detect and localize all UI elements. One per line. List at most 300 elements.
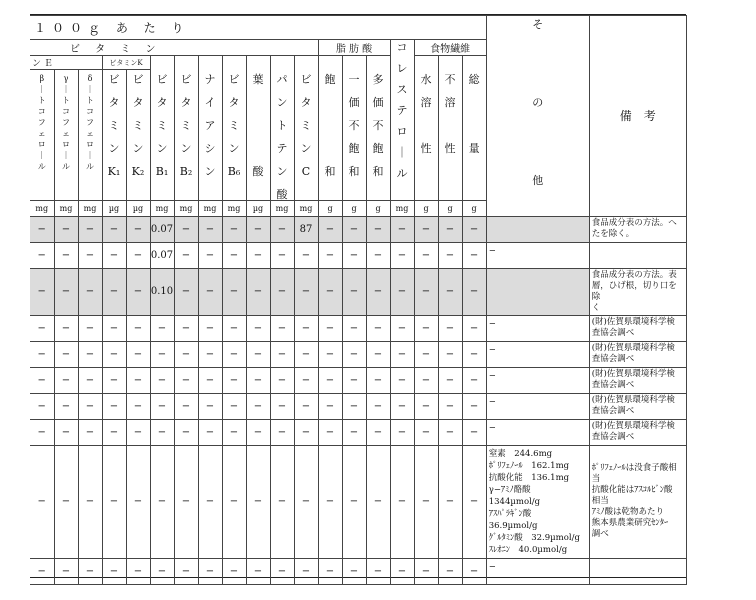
- value-cell: −: [414, 268, 438, 315]
- column-header-char: [472, 97, 476, 108]
- remarks-cell: [589, 268, 686, 315]
- value-cell: −: [174, 393, 198, 419]
- column-header-char: ｜: [62, 151, 70, 160]
- other-line: 窒素 244.6mg: [488, 448, 553, 459]
- remarks-cell: [589, 315, 686, 341]
- column-header-4: [126, 70, 150, 201]
- column-header-char: ン: [300, 141, 312, 155]
- unit-cell: g: [318, 200, 342, 216]
- unit-cell: mg: [174, 200, 198, 216]
- value-cell: −: [438, 315, 462, 341]
- value-cell: −: [342, 419, 366, 445]
- value-cell: −: [246, 558, 270, 584]
- column-header-8: [222, 70, 246, 201]
- table-row: [30, 341, 686, 367]
- value-cell: −: [54, 367, 78, 393]
- value-cell: −: [366, 419, 390, 445]
- unit-cell: mg: [30, 200, 54, 216]
- column-header-char: 価: [372, 95, 384, 109]
- other-cell: −: [486, 367, 589, 393]
- other-cell: −: [486, 419, 589, 445]
- column-header-char: 溶: [420, 95, 432, 109]
- value-cell: −: [78, 268, 102, 315]
- value-cell: −: [30, 393, 54, 419]
- value-cell: −: [54, 419, 78, 445]
- value-cell: −: [54, 445, 78, 558]
- value-cell: −: [150, 393, 174, 419]
- value-cell: −: [390, 419, 414, 445]
- table-row: [30, 315, 686, 341]
- column-header-char: テ: [276, 141, 288, 155]
- value-cell: −: [222, 419, 246, 445]
- value-cell: −: [342, 216, 366, 242]
- value-cell: −: [294, 315, 318, 341]
- column-header-16: [414, 70, 438, 201]
- value-cell: −: [30, 268, 54, 315]
- column-header-char: ビ: [180, 72, 192, 86]
- remarks-line: 査協会調べ: [591, 406, 635, 416]
- value-cell: −: [102, 445, 126, 558]
- header-spacer: [246, 56, 270, 70]
- value-cell: −: [174, 558, 198, 584]
- value-cell: −: [102, 216, 126, 242]
- value-cell: −: [30, 367, 54, 393]
- remarks-line: (財)佐賀県環境科学検: [591, 395, 675, 405]
- column-header-char: C: [301, 164, 311, 178]
- value-cell: −: [318, 445, 342, 558]
- value-cell: −: [198, 393, 222, 419]
- value-cell: −: [126, 341, 150, 367]
- value-cell: −: [390, 268, 414, 315]
- column-header-char: 多: [372, 72, 384, 86]
- cholesterol-char: レ: [396, 62, 408, 75]
- remarks-line: 査協会調べ: [591, 328, 635, 338]
- column-header-char: 和: [348, 164, 360, 178]
- value-cell: −: [126, 315, 150, 341]
- other-line: ﾎﾟﾘﾌｪﾉｰﾙ 162.1mg: [488, 460, 570, 471]
- column-header-13: [342, 70, 366, 201]
- header-spacer: [198, 56, 222, 70]
- value-cell: −: [438, 558, 462, 584]
- value-cell: −: [270, 242, 294, 268]
- column-header-char: 量: [468, 141, 480, 155]
- other-cell: −: [486, 393, 589, 419]
- column-header-7: [198, 70, 222, 201]
- value-cell: −: [318, 315, 342, 341]
- remarks-cell: [589, 419, 686, 445]
- value-cell: 87: [294, 216, 318, 242]
- value-cell: −: [150, 558, 174, 584]
- remarks-line: 査協会調べ: [591, 432, 635, 442]
- value-cell: −: [246, 315, 270, 341]
- cholesterol-char: テ: [396, 104, 408, 117]
- value-cell: −: [438, 393, 462, 419]
- remarks-line: 食品成分表の方法。へ: [591, 218, 677, 228]
- value-cell: −: [246, 419, 270, 445]
- value-cell: −: [318, 341, 342, 367]
- other-line: 1344µmol/g: [488, 496, 541, 507]
- column-header-char: 飽: [372, 141, 384, 155]
- column-header-char: [256, 120, 260, 131]
- value-cell: −: [318, 367, 342, 393]
- column-header-char: イ: [204, 95, 216, 109]
- remarks-line: く: [591, 302, 601, 313]
- column-header-char: K₂: [131, 165, 145, 178]
- value-cell: −: [342, 393, 366, 419]
- header-spacer: [294, 56, 318, 70]
- column-header-char: B₂: [179, 164, 193, 178]
- table-row: [30, 419, 686, 445]
- value-cell: −: [342, 445, 366, 558]
- column-header-char: ナ: [204, 72, 216, 86]
- value-cell: −: [54, 216, 78, 242]
- remarks-line: たを除く。: [591, 229, 635, 239]
- unit-cell: g: [438, 200, 462, 216]
- value-cell: −: [438, 268, 462, 315]
- other-cell: −: [486, 558, 589, 584]
- column-header-char: タ: [108, 96, 120, 109]
- value-cell: −: [198, 419, 222, 445]
- value-cell: −: [174, 268, 198, 315]
- value-cell: −: [366, 367, 390, 393]
- other-header-mid: の: [532, 96, 544, 109]
- column-header-char: タ: [156, 95, 168, 109]
- value-cell: −: [222, 393, 246, 419]
- value-cell: −: [78, 419, 102, 445]
- nutrition-table-frame: [30, 14, 686, 578]
- column-header-char: ミ: [228, 118, 240, 132]
- header-spacer: [342, 56, 366, 70]
- column-header-char: パ: [276, 72, 288, 86]
- remarks-line: (財)佐賀県環境科学検: [591, 421, 675, 431]
- column-header-char: ェ: [37, 129, 46, 138]
- column-header-char: ビ: [156, 72, 168, 86]
- header-spacer: [462, 56, 486, 70]
- column-header-0: [30, 70, 54, 201]
- column-header-char: [472, 120, 476, 131]
- value-cell: −: [54, 393, 78, 419]
- header-spacer: [150, 56, 174, 70]
- unit-cell: mg: [54, 200, 78, 216]
- value-cell: −: [270, 558, 294, 584]
- other-line: 抗酸化能 136.1mg: [488, 472, 570, 483]
- value-cell: −: [462, 419, 486, 445]
- value-cell: −: [414, 216, 438, 242]
- value-cell: −: [126, 558, 150, 584]
- column-header-char: タ: [180, 95, 192, 109]
- value-cell: −: [462, 445, 486, 558]
- value-cell: −: [150, 367, 174, 393]
- value-cell: −: [294, 268, 318, 315]
- value-cell: −: [222, 315, 246, 341]
- column-header-char: ト: [62, 96, 70, 105]
- value-cell: −: [414, 242, 438, 268]
- column-header-char: 性: [420, 141, 432, 155]
- value-cell: −: [438, 242, 462, 268]
- value-cell: −: [246, 393, 270, 419]
- other-cell: −: [486, 315, 589, 341]
- value-cell: −: [414, 341, 438, 367]
- value-cell: −: [462, 315, 486, 341]
- value-cell: −: [390, 242, 414, 268]
- column-header-char: タ: [228, 95, 240, 109]
- value-cell: −: [366, 242, 390, 268]
- value-cell: −: [294, 393, 318, 419]
- column-header-char: ン: [180, 141, 192, 155]
- value-cell: −: [390, 393, 414, 419]
- value-cell: −: [390, 445, 414, 558]
- value-cell: −: [198, 216, 222, 242]
- column-header-char: ミ: [132, 119, 144, 132]
- other-line: ｽﾚｵﾆﾝ 40.0µmol/g: [488, 544, 568, 555]
- column-header-char: [256, 143, 260, 154]
- remarks-line: 当: [591, 474, 601, 484]
- other-header-top: そ: [532, 18, 544, 31]
- value-cell: −: [222, 445, 246, 558]
- value-cell: −: [342, 558, 366, 584]
- column-header-char: B₁: [155, 164, 169, 178]
- unit-cell: g: [342, 200, 366, 216]
- value-cell: −: [294, 558, 318, 584]
- column-header-char: ン: [276, 164, 288, 178]
- value-cell: −: [462, 558, 486, 584]
- other-cell: [486, 216, 589, 242]
- value-cell: −: [126, 268, 150, 315]
- value-cell: −: [198, 445, 222, 558]
- value-cell: −: [294, 341, 318, 367]
- value-cell: −: [462, 268, 486, 315]
- column-header-char: 性: [444, 141, 456, 155]
- column-header-char: ｜: [37, 151, 46, 160]
- column-header-char: 溶: [444, 95, 456, 109]
- remarks-cell: [589, 341, 686, 367]
- value-cell: −: [246, 242, 270, 268]
- value-cell: −: [318, 419, 342, 445]
- remarks-line: 調べ: [591, 529, 609, 539]
- value-cell: −: [54, 242, 78, 268]
- remarks-line: ﾎﾟﾘﾌｪﾉｰﾙは没食子酸相: [591, 463, 677, 473]
- column-header-char: 水: [420, 72, 432, 86]
- column-header-char: コ: [86, 107, 94, 116]
- fiber-header: 食物繊維: [414, 40, 486, 56]
- column-header-char: 飽: [324, 72, 336, 86]
- value-cell: −: [150, 419, 174, 445]
- remarks-line: 熊本県農業研究ｾﾝﾀｰ: [591, 518, 669, 528]
- column-header-char: ミ: [108, 119, 120, 132]
- column-header-char: ｜: [62, 85, 70, 94]
- value-cell: −: [318, 268, 342, 315]
- value-cell: −: [342, 268, 366, 315]
- value-cell: −: [78, 445, 102, 558]
- column-header-char: β: [39, 74, 45, 83]
- column-header-char: ビ: [300, 72, 312, 86]
- value-cell: −: [198, 315, 222, 341]
- value-cell: −: [174, 341, 198, 367]
- column-header-char: 飽: [348, 141, 360, 155]
- value-cell: −: [30, 216, 54, 242]
- value-cell: −: [462, 341, 486, 367]
- column-header-char: 和: [324, 164, 336, 178]
- value-cell: −: [390, 315, 414, 341]
- other-line: γ−ｱﾐﾉ酪酸: [488, 484, 531, 495]
- column-header-char: ン: [132, 142, 144, 155]
- table-row: [30, 558, 686, 584]
- value-cell: −: [390, 216, 414, 242]
- value-cell: −: [54, 315, 78, 341]
- column-header-char: ン: [204, 164, 216, 178]
- column-header-10: [270, 70, 294, 201]
- column-header-char: 酸: [276, 187, 288, 200]
- remarks-line: 層，ひげ根，切り口を除: [591, 280, 677, 302]
- value-cell: −: [78, 315, 102, 341]
- value-cell: −: [78, 393, 102, 419]
- column-header-char: ル: [37, 162, 46, 171]
- remarks-line: ｱﾐﾉ酸は乾物あたり: [591, 507, 664, 517]
- value-cell: −: [198, 341, 222, 367]
- value-cell: −: [54, 268, 78, 315]
- column-header-18: [462, 70, 486, 201]
- value-cell: −: [102, 268, 126, 315]
- value-cell: −: [78, 341, 102, 367]
- value-cell: −: [366, 315, 390, 341]
- column-header-char: B₆: [227, 164, 241, 178]
- column-header-char: δ: [87, 74, 93, 83]
- other-cell: [486, 268, 589, 315]
- header-spacer: [222, 56, 246, 70]
- remarks-cell: [589, 393, 686, 419]
- column-header-char: ｜: [37, 85, 46, 94]
- value-cell: −: [126, 367, 150, 393]
- column-header-char: [328, 143, 332, 154]
- value-cell: −: [78, 558, 102, 584]
- value-cell: −: [222, 268, 246, 315]
- value-cell: −: [270, 445, 294, 558]
- value-cell: −: [126, 445, 150, 558]
- column-header-char: ア: [204, 118, 216, 132]
- value-cell: −: [462, 216, 486, 242]
- cholesterol-char: ス: [396, 83, 408, 96]
- value-cell: −: [270, 419, 294, 445]
- value-cell: −: [462, 367, 486, 393]
- value-cell: −: [438, 445, 462, 558]
- column-header-char: 不: [444, 72, 456, 86]
- column-header-1: [54, 70, 78, 201]
- value-cell: −: [54, 558, 78, 584]
- column-header-17: [438, 70, 462, 201]
- column-header-char: [448, 120, 452, 131]
- column-header-9: [246, 70, 270, 201]
- fatty-acid-header: 脂 肪 酸: [318, 40, 390, 56]
- column-header-char: 和: [372, 164, 384, 178]
- value-cell: −: [198, 558, 222, 584]
- value-cell: −: [102, 367, 126, 393]
- value-cell: −: [174, 419, 198, 445]
- table-row: [30, 268, 686, 315]
- value-cell: −: [318, 242, 342, 268]
- remarks-cell: [589, 558, 686, 584]
- unit-cell: mg: [270, 200, 294, 216]
- value-cell: −: [78, 216, 102, 242]
- unit-cell: g: [414, 200, 438, 216]
- column-header-11: [294, 70, 318, 201]
- value-cell: −: [246, 216, 270, 242]
- column-header-3: [102, 70, 126, 201]
- vitamin-group-header: ビ タ ミ ン: [30, 40, 318, 56]
- column-header-char: コ: [37, 107, 46, 116]
- value-cell: −: [30, 445, 54, 558]
- unit-cell: µg: [246, 200, 270, 216]
- column-header-char: 価: [348, 95, 360, 109]
- value-cell: −: [270, 315, 294, 341]
- value-cell: −: [270, 341, 294, 367]
- unit-cell: mg: [198, 200, 222, 216]
- value-cell: −: [318, 216, 342, 242]
- column-header-char: ン: [228, 141, 240, 155]
- column-header-char: 総: [468, 72, 480, 86]
- value-cell: −: [174, 445, 198, 558]
- value-cell: −: [174, 242, 198, 268]
- other-line: ｱｽﾊﾟﾗｷﾞﾝ酸: [488, 508, 532, 519]
- cholesterol-char: ル: [396, 167, 408, 180]
- column-header-2: [78, 70, 102, 201]
- value-cell: −: [126, 216, 150, 242]
- column-header-char: ト: [276, 118, 288, 132]
- value-cell: −: [102, 558, 126, 584]
- value-cell: −: [270, 268, 294, 315]
- value-cell: −: [366, 216, 390, 242]
- value-cell: −: [126, 242, 150, 268]
- cholesterol-char: ｜: [396, 146, 408, 159]
- column-header-char: [424, 120, 428, 131]
- value-cell: −: [414, 419, 438, 445]
- unit-cell: mg: [294, 200, 318, 216]
- remarks-line: 抗酸化能はｱｽｺﾙﾋﾞﾝ酸: [591, 485, 673, 495]
- column-header-char: ェ: [86, 129, 94, 138]
- value-cell: −: [222, 558, 246, 584]
- value-cell: −: [174, 367, 198, 393]
- column-header-char: フ: [37, 118, 46, 127]
- value-cell: −: [30, 419, 54, 445]
- header-spacer: [270, 56, 294, 70]
- per-100g-label: １００ｇ あ た り: [30, 16, 486, 40]
- unit-cell: µg: [126, 200, 150, 216]
- remarks-cell: [589, 367, 686, 393]
- table-row: [30, 216, 686, 242]
- value-cell: −: [102, 242, 126, 268]
- value-cell: −: [342, 315, 366, 341]
- value-cell: −: [222, 341, 246, 367]
- nutrition-table: [30, 15, 687, 585]
- column-header-char: ン: [276, 95, 288, 109]
- value-cell: −: [294, 419, 318, 445]
- header-spacer: [366, 56, 390, 70]
- column-header-char: シ: [204, 141, 216, 155]
- cholesterol-char: コ: [396, 41, 408, 54]
- value-cell: −: [270, 393, 294, 419]
- unit-cell: mg: [222, 200, 246, 216]
- value-cell: −: [342, 341, 366, 367]
- value-cell: −: [342, 367, 366, 393]
- unit-cell: g: [462, 200, 486, 216]
- remarks-line: (財)佐賀県環境科学検: [591, 317, 675, 327]
- remarks-line: (財)佐賀県環境科学検: [591, 369, 675, 379]
- value-cell: −: [174, 216, 198, 242]
- column-header-char: ロ: [86, 140, 94, 149]
- column-header-char: ル: [86, 162, 94, 171]
- value-cell: −: [438, 367, 462, 393]
- other-cell: −: [486, 341, 589, 367]
- value-cell: −: [54, 341, 78, 367]
